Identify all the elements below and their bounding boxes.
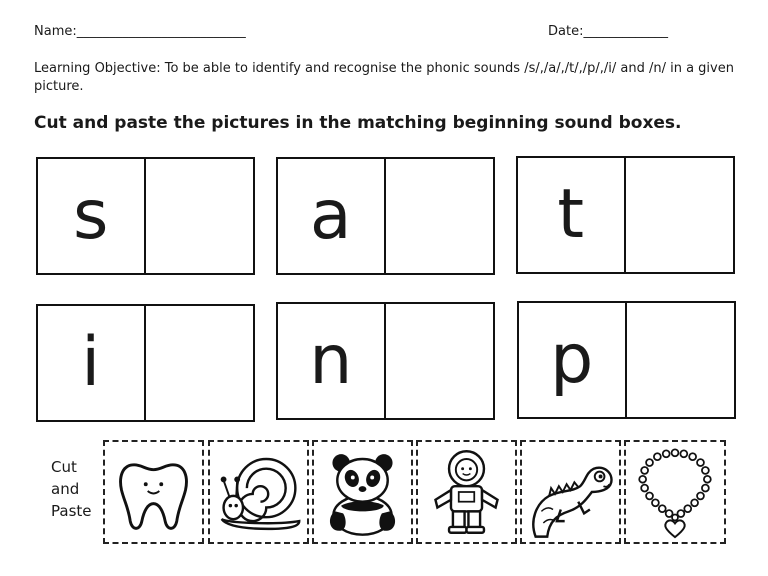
letter-s: s — [38, 159, 146, 273]
snail-icon — [210, 442, 307, 542]
letter-n: n — [278, 304, 386, 418]
sound-box-s — [36, 157, 255, 275]
letter-a: a — [278, 159, 386, 273]
sound-box-p — [517, 301, 736, 419]
picture-strip — [103, 440, 726, 544]
cut-paste-label — [51, 456, 92, 522]
panda-card[interactable] — [312, 440, 413, 544]
paste-area-s[interactable] — [146, 159, 254, 273]
date-field[interactable]: Date:_____________ — [548, 24, 668, 39]
tooth-card[interactable] — [103, 440, 204, 544]
paste-area-a[interactable] — [386, 159, 494, 273]
letter-i: i — [38, 306, 146, 420]
letter-t: t — [518, 158, 626, 272]
learning-objective: Learning Objective: To be able to identify and recognise the phonic sounds /s/,/a/,/t/,/p/,/i/ and /n/ in a given picture. — [34, 61, 734, 94]
name-field[interactable]: Name:__________________________ — [34, 24, 246, 39]
paste-area-n[interactable] — [386, 304, 494, 418]
paste-area-i[interactable] — [146, 306, 254, 420]
iguana-icon — [522, 442, 619, 542]
astronaut-card[interactable] — [416, 440, 517, 544]
snail-card[interactable] — [208, 440, 309, 544]
necklace-card[interactable] — [624, 440, 726, 544]
instruction-heading: Cut and paste the pictures in the matching beginning sound boxes. — [34, 113, 682, 133]
astronaut-icon — [418, 442, 515, 542]
paste-area-p[interactable] — [627, 303, 735, 417]
sound-box-t — [516, 156, 735, 274]
sound-box-a — [276, 157, 495, 275]
cut-label-line3: Paste — [51, 502, 92, 520]
sound-box-i — [36, 304, 255, 422]
iguana-card[interactable] — [520, 440, 621, 544]
letter-p: p — [519, 303, 627, 417]
sound-box-n — [276, 302, 495, 420]
tooth-icon — [105, 442, 202, 542]
necklace-icon — [626, 442, 724, 542]
paste-area-t[interactable] — [626, 158, 734, 272]
panda-icon — [314, 442, 411, 542]
cut-label-line2: and — [51, 480, 80, 498]
cut-label-line1: Cut — [51, 458, 77, 476]
